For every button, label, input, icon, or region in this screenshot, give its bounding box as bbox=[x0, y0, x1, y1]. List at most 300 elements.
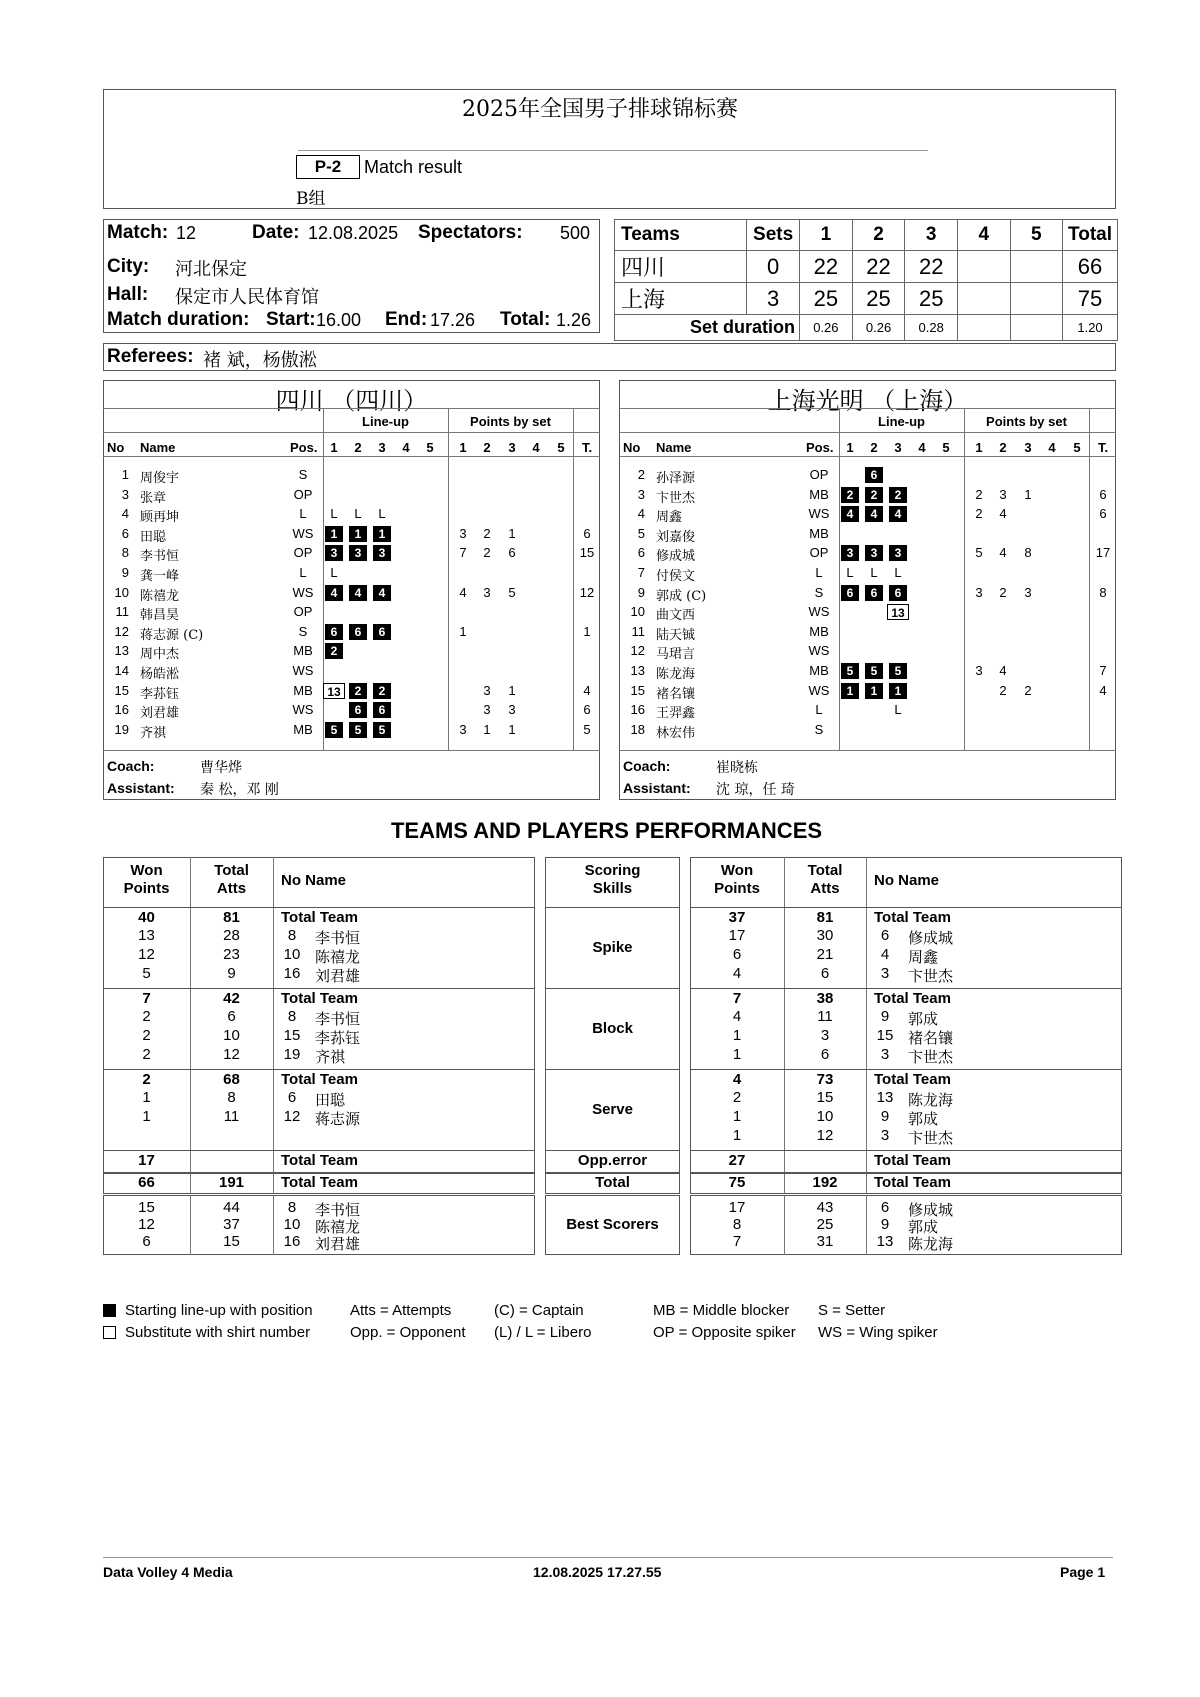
lineup-cell: 5 bbox=[349, 722, 367, 738]
total-header-line: Total bbox=[807, 862, 843, 879]
player-no: 8 bbox=[287, 1199, 297, 1216]
footer-page: Page 1 bbox=[1060, 1564, 1106, 1580]
score-col-set3: 3 bbox=[905, 220, 958, 251]
lineup-cell: 5 bbox=[889, 663, 907, 679]
points-set-header: 4 bbox=[1048, 440, 1056, 455]
points-cell: 1 bbox=[508, 525, 516, 541]
player-name: 蒋志源 bbox=[315, 1110, 361, 1128]
points-cell: 3 bbox=[1024, 584, 1032, 600]
rule bbox=[103, 750, 600, 751]
player-pos: S bbox=[814, 721, 824, 737]
player-pos: MB bbox=[809, 663, 829, 678]
player-row bbox=[619, 544, 1116, 563]
points-cell: 3 bbox=[508, 702, 516, 718]
no-name-header: No Name bbox=[874, 872, 940, 889]
won-points-cell: 7 bbox=[142, 990, 151, 1007]
match-label: Match: bbox=[107, 222, 169, 243]
total-atts-cell: 6 bbox=[227, 1008, 236, 1025]
points-total: 7 bbox=[1099, 663, 1107, 678]
won-points-cell: 1 bbox=[142, 1108, 151, 1125]
lineup-cell: L bbox=[894, 565, 902, 580]
player-row bbox=[103, 564, 600, 583]
player-no: 15 bbox=[876, 1027, 894, 1044]
match-date: 12.08.2025 bbox=[308, 223, 399, 243]
player-no: 12 bbox=[630, 643, 645, 659]
performance-title: TEAMS AND PLAYERS PERFORMANCES bbox=[390, 818, 823, 843]
player-name: 马珺言 bbox=[656, 647, 696, 663]
won-points-cell: 66 bbox=[138, 1174, 155, 1191]
lineup-cell: L bbox=[330, 506, 338, 522]
player-name: 褚名镶 bbox=[656, 686, 696, 702]
score-col-set1: 1 bbox=[800, 220, 853, 251]
score-team-name: 四川 bbox=[615, 251, 747, 283]
points-cell: 2 bbox=[975, 506, 983, 522]
score-col-total: Total bbox=[1063, 220, 1118, 251]
lineup-cell: 6 bbox=[865, 467, 883, 483]
player-pos: L bbox=[299, 506, 307, 522]
player-name: 陈禧龙 bbox=[140, 588, 180, 604]
player-no: 8 bbox=[121, 545, 129, 561]
won-points-cell: 1 bbox=[142, 1089, 151, 1106]
player-name: 陈龙海 bbox=[656, 667, 696, 682]
total-team-label: Total Team bbox=[874, 990, 951, 1007]
lineup-cell: 6 bbox=[349, 624, 367, 640]
points-cell: 3 bbox=[483, 682, 491, 698]
total-team-label: Total Team bbox=[281, 1071, 358, 1088]
footer-timestamp: 12.08.2025 17.27.55 bbox=[533, 1564, 662, 1580]
score-set3: 25 bbox=[905, 283, 958, 315]
player-row bbox=[103, 505, 600, 524]
player-name: 李书恒 bbox=[140, 549, 180, 565]
player-name: 修成城 bbox=[908, 1201, 954, 1219]
score-total: 75 bbox=[1063, 283, 1118, 315]
footer-rule bbox=[103, 1557, 1113, 1558]
player-row bbox=[103, 466, 600, 485]
lineup-cell: 3 bbox=[841, 545, 859, 561]
player-row bbox=[103, 701, 600, 720]
player-row bbox=[619, 662, 1116, 681]
total-atts-cell: 6 bbox=[820, 965, 830, 982]
player-no: 19 bbox=[283, 1046, 301, 1063]
player-pos: MB bbox=[809, 623, 829, 639]
lineup-set-header: 2 bbox=[870, 440, 878, 455]
lineup-cell: 2 bbox=[325, 643, 343, 659]
total-atts-cell: 12 bbox=[223, 1046, 240, 1063]
score-set5 bbox=[1010, 251, 1063, 283]
won-points-cell: 17 bbox=[728, 1199, 746, 1216]
player-no: 11 bbox=[631, 623, 645, 639]
rule bbox=[103, 907, 535, 908]
player-no: 6 bbox=[287, 1089, 297, 1106]
lineup-cell: 5 bbox=[373, 722, 391, 738]
spectators-label: Spectators: bbox=[418, 222, 523, 243]
player-no: 15 bbox=[283, 1027, 301, 1044]
player-row bbox=[103, 525, 600, 544]
player-no: 16 bbox=[283, 1233, 301, 1250]
player-pos: WS bbox=[808, 643, 830, 659]
player-name: 刘君雄 bbox=[140, 706, 180, 722]
total-atts-cell: 192 bbox=[812, 1174, 838, 1191]
total-team-label: Total Team bbox=[874, 909, 951, 926]
name-header: Name bbox=[656, 440, 692, 455]
total-atts-cell: 3 bbox=[820, 1027, 830, 1044]
legend-text: Opp. = Opponent bbox=[350, 1324, 466, 1341]
atts-header-line: Atts bbox=[216, 880, 247, 897]
total-atts-cell: 8 bbox=[227, 1089, 236, 1106]
player-no: 3 bbox=[880, 1127, 890, 1144]
player-no: 9 bbox=[637, 584, 645, 600]
footer-software: Data Volley 4 Media bbox=[103, 1564, 233, 1580]
lineup-header: Line-up bbox=[878, 414, 925, 429]
rule bbox=[545, 1069, 680, 1070]
score-sets: 0 bbox=[747, 251, 800, 283]
legend-text: (L) / L = Libero bbox=[494, 1324, 592, 1341]
won-points-cell: 4 bbox=[732, 965, 742, 982]
score-set1: 25 bbox=[800, 283, 853, 315]
score-set4 bbox=[958, 283, 1011, 315]
no-header: No bbox=[107, 440, 125, 455]
doc-code: P-2 bbox=[296, 155, 360, 179]
points-header-line: Points bbox=[714, 880, 760, 897]
player-no: 13 bbox=[876, 1233, 894, 1250]
score-total: 66 bbox=[1063, 251, 1118, 283]
points-cell: 3 bbox=[975, 584, 983, 600]
points-cell: 3 bbox=[483, 702, 491, 718]
lineup-set-header: 1 bbox=[330, 440, 338, 455]
rule bbox=[690, 907, 1122, 908]
player-name: 郭成 bbox=[908, 1110, 939, 1128]
player-no: 10 bbox=[283, 946, 301, 963]
won-points-cell: 40 bbox=[138, 909, 155, 926]
opp-error-a: 17 bbox=[138, 1152, 155, 1169]
player-name: 刘君雄 bbox=[315, 1235, 361, 1253]
name-header: Name bbox=[140, 440, 176, 455]
player-row bbox=[103, 642, 600, 661]
player-no: 3 bbox=[880, 1046, 890, 1063]
player-no: 10 bbox=[283, 1216, 301, 1233]
player-name: 李荪钰 bbox=[315, 1029, 361, 1047]
total-atts-cell: 42 bbox=[223, 990, 240, 1007]
player-pos: OP bbox=[293, 604, 313, 620]
total-team-label: Total Team bbox=[281, 1152, 358, 1169]
total-atts-cell: 37 bbox=[223, 1216, 240, 1233]
player-row bbox=[619, 525, 1116, 544]
lineup-cell: 1 bbox=[373, 526, 391, 542]
player-no: 19 bbox=[114, 721, 129, 737]
total-atts-cell: 12 bbox=[816, 1127, 834, 1144]
player-name: 曲文西 bbox=[656, 608, 696, 624]
lineup-cell: 6 bbox=[349, 702, 367, 718]
rule bbox=[545, 907, 680, 908]
won-points-cell: 1 bbox=[732, 1108, 742, 1125]
total-atts-cell: 30 bbox=[816, 927, 834, 944]
lineup-cell: 13 bbox=[887, 604, 909, 620]
player-pos: MB bbox=[809, 486, 829, 502]
won-points-cell: 7 bbox=[732, 990, 742, 1007]
total-team-label: Total Team bbox=[281, 1174, 358, 1191]
score-header-row bbox=[615, 220, 1118, 251]
coach-name: 曹华烨 bbox=[200, 760, 242, 776]
rule bbox=[690, 1069, 1122, 1070]
won-points-cell: 2 bbox=[142, 1008, 151, 1025]
set-duration-label: Set duration bbox=[615, 315, 800, 341]
lineup-cell: 4 bbox=[373, 585, 391, 601]
score-row-team-b bbox=[615, 283, 1118, 315]
points-cell: 2 bbox=[999, 682, 1007, 698]
lineup-cell: 1 bbox=[325, 526, 343, 542]
player-name: 修成城 bbox=[908, 929, 954, 947]
legend-text: (C) = Captain bbox=[494, 1302, 584, 1319]
set-duration-5 bbox=[1010, 315, 1063, 341]
score-sets: 3 bbox=[747, 283, 800, 315]
set-duration-row bbox=[615, 315, 1118, 341]
rule bbox=[619, 432, 1116, 433]
player-name: 齐祺 bbox=[315, 1048, 346, 1066]
lineup-cell: L bbox=[330, 565, 338, 580]
player-no: 6 bbox=[121, 525, 129, 541]
player-no: 2 bbox=[637, 467, 645, 482]
rule bbox=[545, 1150, 680, 1151]
player-pos: WS bbox=[292, 525, 314, 541]
lineup-set-header: 5 bbox=[942, 440, 950, 455]
rule bbox=[545, 988, 680, 989]
legend-text: OP = Opposite spiker bbox=[653, 1324, 796, 1341]
player-name: 田聪 bbox=[315, 1091, 346, 1109]
player-name: 周鑫 bbox=[908, 948, 939, 966]
player-pos: WS bbox=[808, 682, 830, 698]
player-no: 7 bbox=[637, 565, 645, 580]
rule bbox=[103, 1150, 535, 1151]
won-points-cell: 17 bbox=[728, 927, 746, 944]
player-row bbox=[619, 623, 1116, 642]
total-atts-cell: 28 bbox=[223, 927, 240, 944]
total-atts-cell: 11 bbox=[223, 1108, 240, 1125]
best-scorers-label: Best Scorers bbox=[566, 1216, 659, 1233]
start-time: 16.00 bbox=[316, 310, 362, 330]
player-name: 杨皓淞 bbox=[140, 667, 180, 682]
won-points-cell: 4 bbox=[732, 1071, 742, 1088]
player-row bbox=[619, 466, 1116, 485]
points-set-header: 2 bbox=[999, 440, 1007, 455]
player-no: 18 bbox=[630, 721, 645, 737]
lineup-set-header: 3 bbox=[894, 440, 902, 455]
total-atts-cell: 81 bbox=[816, 909, 834, 926]
player-name: 蒋志源 (C) bbox=[140, 627, 204, 643]
legend-text: Atts = Attempts bbox=[350, 1302, 452, 1319]
legend-text: S = Setter bbox=[818, 1302, 886, 1319]
points-cell: 2 bbox=[483, 545, 491, 561]
total-label: Total: bbox=[500, 309, 551, 330]
total-atts-cell: 21 bbox=[816, 946, 834, 963]
legend-text: Starting line-up with position bbox=[125, 1302, 313, 1319]
coach-label: Coach: bbox=[623, 758, 671, 774]
team-title: 上海光明 （上海） bbox=[767, 387, 968, 415]
scoring-header-line: Scoring bbox=[584, 862, 641, 879]
player-no: 4 bbox=[121, 506, 129, 522]
total-label: Total bbox=[595, 1174, 630, 1191]
player-no: 12 bbox=[283, 1108, 301, 1125]
player-name: 修成城 bbox=[656, 549, 696, 565]
lineup-cell: 6 bbox=[373, 624, 391, 640]
player-pos: MB bbox=[293, 682, 313, 698]
player-name: 孙泽源 bbox=[656, 471, 696, 486]
player-name: 郭成 bbox=[908, 1218, 939, 1236]
player-no: 9 bbox=[880, 1216, 890, 1233]
score-set1: 22 bbox=[800, 251, 853, 283]
points-total: 5 bbox=[583, 721, 591, 737]
match-no: 12 bbox=[176, 223, 197, 243]
score-col-sets: Sets bbox=[747, 220, 800, 251]
points-cell: 1 bbox=[508, 721, 516, 737]
player-name: 周俊宇 bbox=[140, 471, 180, 486]
player-name: 顾再坤 bbox=[140, 510, 180, 526]
player-row bbox=[103, 544, 600, 563]
lineup-cell: 1 bbox=[889, 683, 907, 699]
player-no: 16 bbox=[283, 965, 301, 982]
player-name: 刘嘉俊 bbox=[656, 529, 696, 545]
total-team-label: Total Team bbox=[281, 909, 358, 926]
won-header-line: Won bbox=[720, 862, 754, 879]
player-no: 8 bbox=[287, 927, 297, 944]
total-atts-cell: 25 bbox=[816, 1216, 834, 1233]
lineup-cell: 4 bbox=[865, 506, 883, 522]
won-points-cell: 12 bbox=[138, 946, 155, 963]
lineup-cell: 1 bbox=[349, 526, 367, 542]
player-name: 陈龙海 bbox=[908, 1091, 954, 1109]
player-row bbox=[103, 721, 600, 740]
total-header: T. bbox=[1097, 440, 1109, 455]
assistant-label: Assistant: bbox=[623, 780, 691, 796]
lineup-set-header: 3 bbox=[378, 440, 386, 455]
lineup-cell: 1 bbox=[841, 683, 859, 699]
opp-error-label: Opp.error bbox=[577, 1152, 648, 1169]
points-by-set-header: Points by set bbox=[470, 414, 551, 429]
player-no: 10 bbox=[114, 584, 129, 600]
player-name: 周中杰 bbox=[140, 647, 180, 663]
player-name: 李荪钰 bbox=[140, 686, 180, 702]
vrule bbox=[273, 1195, 274, 1255]
no-header: No bbox=[623, 440, 641, 455]
lineup-set-header: 5 bbox=[426, 440, 434, 455]
player-row bbox=[619, 682, 1116, 701]
lineup-cell: 3 bbox=[373, 545, 391, 561]
referees-label: Referees: bbox=[107, 346, 194, 367]
won-points-cell: 75 bbox=[728, 1174, 746, 1191]
won-points-cell: 2 bbox=[142, 1071, 151, 1088]
opp-error-b: 27 bbox=[728, 1152, 746, 1169]
player-pos: MB bbox=[809, 525, 829, 541]
player-pos: L bbox=[815, 565, 823, 580]
player-pos: WS bbox=[808, 604, 830, 620]
player-name: 卞世杰 bbox=[908, 1129, 954, 1147]
score-set5 bbox=[1010, 283, 1063, 315]
lineup-cell: 4 bbox=[349, 585, 367, 601]
lineup-set-header: 2 bbox=[354, 440, 362, 455]
player-no: 13 bbox=[876, 1089, 894, 1106]
player-no: 14 bbox=[114, 663, 129, 678]
points-set-header: 5 bbox=[557, 440, 565, 455]
player-row bbox=[619, 721, 1116, 740]
player-pos: L bbox=[815, 702, 823, 718]
points-cell: 1 bbox=[508, 682, 516, 698]
player-no: 13 bbox=[630, 663, 645, 678]
player-name: 郭成 (C) bbox=[656, 588, 707, 604]
won-points-cell: 13 bbox=[138, 927, 155, 944]
won-points-header bbox=[103, 862, 190, 898]
points-total: 1 bbox=[583, 623, 591, 639]
total-atts-cell: 191 bbox=[218, 1174, 245, 1191]
lineup-cell: L bbox=[354, 506, 362, 522]
player-no: 16 bbox=[630, 702, 645, 718]
player-pos: OP bbox=[809, 467, 829, 482]
total-team-label: Total Team bbox=[874, 1071, 951, 1088]
lineup-cell: 2 bbox=[349, 683, 367, 699]
points-total: 8 bbox=[1099, 584, 1107, 600]
player-pos: WS bbox=[292, 663, 314, 678]
pos-header: Pos. bbox=[806, 440, 834, 455]
set-duration-total: 1.20 bbox=[1063, 315, 1118, 341]
lineup-cell: L bbox=[894, 702, 902, 718]
rule bbox=[103, 1069, 535, 1070]
lineup-cell: L bbox=[870, 565, 878, 580]
tournament-title: 2025年全国男子排球锦标赛 bbox=[462, 97, 738, 122]
player-no: 15 bbox=[630, 682, 645, 698]
won-points-cell: 5 bbox=[142, 965, 151, 982]
legend-text: MB = Middle blocker bbox=[653, 1302, 790, 1319]
points-set-header: 1 bbox=[975, 440, 983, 455]
player-name: 陈禧龙 bbox=[315, 1218, 361, 1236]
points-cell: 3 bbox=[459, 525, 467, 541]
player-no: 9 bbox=[880, 1008, 890, 1025]
rule bbox=[619, 408, 1116, 409]
assistant-names: 沈 琼，任 琦 bbox=[716, 782, 795, 798]
total-atts-cell: 9 bbox=[227, 965, 236, 982]
player-name: 周鑫 bbox=[656, 510, 683, 526]
points-cell: 8 bbox=[1024, 545, 1032, 561]
score-col-set2: 2 bbox=[852, 220, 905, 251]
assistant-label: Assistant: bbox=[107, 780, 175, 796]
player-pos: WS bbox=[292, 584, 314, 600]
set-duration-3: 0.28 bbox=[905, 315, 958, 341]
lineup-cell: L bbox=[378, 506, 386, 522]
total-atts-cell: 44 bbox=[223, 1199, 240, 1216]
won-points-cell: 2 bbox=[142, 1046, 151, 1063]
lineup-cell: 2 bbox=[889, 487, 907, 503]
rule bbox=[690, 988, 1122, 989]
player-no: 12 bbox=[114, 623, 129, 639]
won-points-cell: 15 bbox=[138, 1199, 155, 1216]
referees-value: 褚 斌，杨傲淞 bbox=[203, 350, 317, 371]
points-cell: 5 bbox=[508, 584, 516, 600]
player-name: 龚一峰 bbox=[140, 569, 180, 584]
points-total: 6 bbox=[583, 525, 591, 541]
player-pos: S bbox=[298, 623, 308, 639]
points-cell: 2 bbox=[999, 584, 1007, 600]
hall-value: 保定市人民体育馆 bbox=[175, 287, 319, 308]
won-points-cell: 37 bbox=[728, 909, 746, 926]
end-label: End: bbox=[385, 309, 428, 330]
player-name: 韩昌昊 bbox=[140, 608, 180, 624]
player-name: 陆天铖 bbox=[656, 627, 696, 643]
points-total: 4 bbox=[583, 682, 591, 698]
won-header-line: Won bbox=[130, 862, 163, 879]
won-points-cell: 2 bbox=[732, 1089, 742, 1106]
date-label: Date: bbox=[252, 222, 300, 243]
total-atts-cell: 15 bbox=[816, 1089, 834, 1106]
player-no: 1 bbox=[121, 467, 129, 482]
rule bbox=[103, 432, 600, 433]
lineup-cell: 5 bbox=[325, 722, 343, 738]
